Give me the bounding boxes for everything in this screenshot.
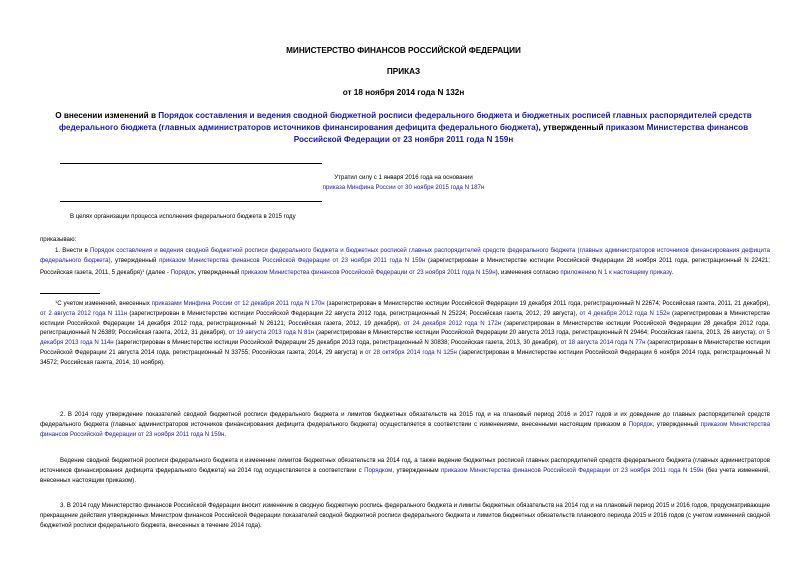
footnote-text-9: (зарегистрирован в Министерстве юстиции Российской Федерации 6 ноября 2014 года, регистрационный N 34572; Российская газета, 2014, 10 ноября). — [40, 348, 770, 366]
validity-link[interactable]: приказа Минфина России от 30 ноября 2015 года N 187н — [322, 184, 485, 191]
item-1-text-3: (зарегистрирован в Министерстве юстиции Российской Федерации 28 ноября 2011 года, регистрационный N 22421; Российская газета, 2011, 5 декабря) — [40, 256, 770, 276]
footnote-text-1: С учетом изменений, внесенных — [57, 300, 152, 307]
footnote-text-8: (зарегистрирован в Министерстве юстиции Российской Федерации 21 августа 2014 года, регистрационный N 33755; Российская газета, 2014, 29 августа) и — [40, 339, 771, 356]
item-1-text-2: , утвержденный — [110, 256, 160, 264]
footnote-mark: 1 — [141, 267, 145, 273]
item-2-text-3: . — [224, 430, 227, 438]
item-2-link-poryadok[interactable]: Порядок — [628, 420, 653, 428]
item-1-text-1: 1. Внести в — [55, 247, 91, 254]
para-3-link-poryadkom[interactable]: Порядком — [364, 466, 393, 474]
subject-text-2: , утвержденный — [538, 122, 606, 132]
footnote-link-81n[interactable]: от 19 августа 2013 года N 81н — [228, 329, 315, 337]
validity-note-link-wrap — [0, 183, 807, 193]
item-1-paragraph — [40, 246, 770, 277]
footnote-link-170n[interactable]: приказами Минфина России от 12 декабря 2011 года N 170н — [151, 300, 325, 307]
footnote-divider — [40, 293, 100, 294]
footnote-text-5: (зарегистрирован в Министерстве юстиции Российской Федерации 28 декабря 2012 года, регистрационный N 26389; Российская газета, 2012, 31 декабря), — [40, 319, 770, 337]
footnote-link-114n[interactable]: от 5 декабря 2013 года N 114н — [40, 329, 770, 347]
intro-text: В целях организации процесса исполнения федерального бюджета в 2015 году — [70, 213, 296, 220]
doc-date-heading: от 18 ноября 2014 года N 132н — [342, 88, 465, 97]
footnote-link-111n[interactable]: от 2 августа 2012 года N 111н — [40, 309, 128, 317]
para-3-text-3: (без учета изменений, внесенных настоящим приказом). — [40, 466, 770, 484]
item-1-text-6: ), изменения согласно — [495, 268, 561, 276]
item-1-link-order-159n-2[interactable]: приказом Министерства финансов Российской Федерации от 23 ноября 2011 года N 159н — [241, 268, 496, 276]
paragraph-3 — [40, 456, 770, 485]
item-1-link-appendix[interactable]: приложению N 1 к настоящему приказу — [560, 268, 672, 276]
validity-note-text: Утратил силу с 1 января 2016 года на основании — [334, 174, 473, 181]
footnote-link-152n[interactable]: от 4 декабря 2012 года N 152н — [579, 309, 670, 317]
divider-validity — [60, 201, 322, 202]
footnote-text-3: (зарегистрирован в Министерстве юстиции Российской Федерации 22 августа 2012 года, регистрационный N 25224; Российская газета, 2012, 29 августа), — [127, 309, 580, 317]
footnote-link-77n[interactable]: от 18 августа 2014 года N 77н — [560, 339, 646, 347]
footnote-link-125n[interactable]: от 28 октября 2014 года N 125н — [365, 348, 457, 356]
subject-link-procedure[interactable]: Порядок составления и ведения сводной бюджетной росписи федерального бюджета и бюджетных росписей главных распорядителей средств федерального бюджета (главных администраторов источников финансирования дефицита федерального бюджета) — [58, 111, 752, 132]
item-1-link-order-159n[interactable]: приказом Министерства финансов Российской Федерации от 23 ноября 2011 года N 159н — [159, 256, 426, 264]
para-3-link-order-159n[interactable]: приказом Министерства финансов Российской Федерации от 23 ноября 2011 года N 159н — [441, 466, 704, 474]
subject-text-1: О внесении изменений в — [55, 111, 159, 120]
item-2-text-1: 2. В 2014 году утверждение показателей сводной бюджетной росписи федерального бюджета и лимитов бюджетных обязательств на 2015 год и на плановый период 2016 и 2017 годов и их доведение до главных распорядителей средств федерального бюджета (главных администраторов источников финансирования дефицита федерального бюджета) осуществляется в соответствии с изменениями, внесенными настоящим приказом в — [40, 411, 770, 428]
ministry-heading: МИНИСТЕРСТВО ФИНАНСОВ РОССИЙСКОЙ ФЕДЕРАЦИИ — [286, 46, 521, 55]
item-2-text-2: , утвержденный — [652, 420, 701, 428]
footnote-text-4: (зарегистрирован в Министерстве юстиции Российской Федерации 14 декабря 2012 года, регистрационный N 26121; Российская газета, 2012, 19 декабря), — [40, 309, 770, 327]
footnote-link-172n[interactable]: от 24 декабря 2012 года N 172н — [403, 319, 502, 327]
footnote-mark-ref: 1 — [55, 299, 58, 304]
footnote-text-6: (зарегистрирован в Министерстве юстиции Российской Федерации 20 августа 2013 года, регистрационный N 29464; Российская газета, 2013, 26 августа), — [314, 329, 759, 337]
item-3-paragraph: 3. В 2014 году Министерство финансов Российской Федерации вносит изменение в сводную бюджетную роспись федерального бюджета и лимиты бюджетных обязательств на 2014 год и на плановый период 2015 и 2016 годов, предусматривающие прекращение действия утвержденных Министром финансов Российской Федерации показателей сводной бюджетной росписи федерального бюджета и лимитов бюджетных обязательств планового периода 2015 и 2016 годов (с учетом изменений сводной бюджетной росписи федерального бюджета, внесенных в течение 2014 года). — [40, 502, 770, 529]
doc-type-heading: ПРИКАЗ — [386, 67, 421, 76]
footnote-paragraph — [40, 297, 770, 368]
order-word: приказываю: — [40, 236, 77, 243]
item-1-link-procedure[interactable]: Порядок составления и ведения сводной бюджетной росписи федерального бюджета и бюджетных росписей главных распорядителей средств федерального бюджета (главных администраторов источников финансирования дефицита федерального бюджета) — [40, 247, 770, 264]
item-1-link-poryadok[interactable]: Порядок — [170, 268, 195, 276]
divider-top — [60, 163, 322, 164]
para-3-text-1: Ведение сводной бюджетной росписи федерального бюджета и изменение лимитов бюджетных обязательств на 2014 год, а также ведение бюджетных росписей главных распорядителей средств федерального бюджета (главных администраторов источников финансирования дефицита федерального бюджета) на 2014 год осуществляется в соответствии с — [40, 457, 770, 474]
item-1-text-5: , утвержденный — [194, 268, 242, 276]
item-1-text-7: . — [671, 268, 674, 276]
item-1-text-4: (далее - — [144, 268, 171, 276]
subject-link-order-159n[interactable]: приказом Министерства финансов Российской Федерации от 23 ноября 2011 года N 159н — [293, 122, 749, 144]
footnote-text-7: (зарегистрирован в Министерстве юстиции Российской Федерации 25 декабря 2013 года, регистрационный N 30838; Российская газета, 2013, 30 декабря), — [113, 339, 561, 347]
footnote-text-2: (зарегистрирован в Министерстве юстиции Российской Федерации 19 декабря 2011 года, регистрационный N 22674; Российская газета, 2011, 21 декабря), — [324, 300, 770, 307]
item-2-link-order-159n[interactable]: приказом Министерства финансов Российской Федерации от 23 ноября 2011 года N 159н — [40, 420, 770, 438]
document-subject — [40, 110, 767, 145]
para-3-text-2: , утвержденным — [392, 466, 441, 474]
item-2-paragraph — [40, 410, 770, 439]
